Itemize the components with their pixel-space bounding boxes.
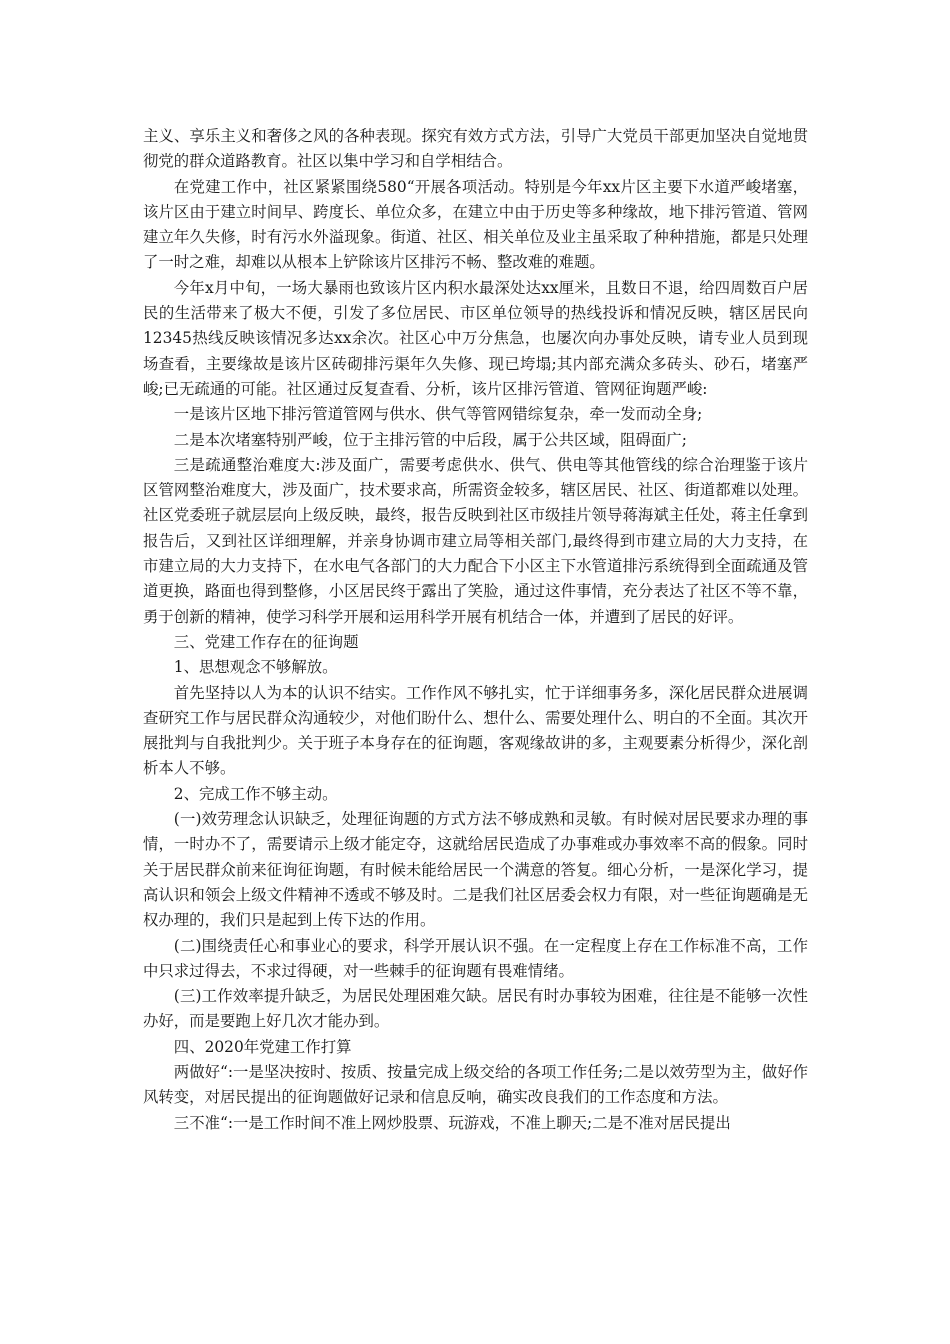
list-item: 一是该片区地下排污管道管网与供水、供气等管网错综复杂，牵一发而动全身;: [173, 405, 703, 424]
paragraph: (二)围绕责任心和事业心的要求，科学开展认识不强。在一定程度上存在工作标准不高，工作中只求过得去，不求过得硬，对一些棘手的征询题有畏难情绪。: [143, 936, 808, 980]
paragraph: 三不准“:一是工作时间不准上网炒股票、玩游戏，不准上聊天;二是不准对居民提出: [173, 1113, 731, 1132]
document-body: [143, 124, 808, 1136]
paragraph: 主义、享乐主义和奢侈之风的各种表现。探究有效方式方法，引导广大党员干部更加坚决自觉地贯彻党的群众道路教育。社区以集中学习和自学相结合。: [143, 127, 808, 171]
list-item: 二是本次堵塞特别严峻，位于主排污管的中后段，属于公共区域，阻碍面广;: [173, 430, 687, 449]
list-item: 三是疏通整治难度大:涉及面广，需要考虑供水、供气、供电等其他管线的综合治理鉴于该片区管网整治难度大，涉及面广，技术要求高，所需资金较多，辖区居民、社区、街道都难以处理。社区党委班子就层层向上级反映，最终，报告反映到社区市级挂片领导蒋海斌主任处，蒋主任拿到报告后，又到社区详细理解，并亲身协调市建立局等相关部门,最终得到市建立局的大力支持，在市建立局的大力支持下，在水电气各部门的大力配合下小区主下水管道排污系统得到全面疏通及管道更换，路面也得到整修，小区居民终于露出了笑脸，通过这件事情，充分表达了社区不等不靠，勇于创新的精神，使学习科学开展和运用科学开展有机结合一体，并遭到了居民的好评。: [143, 455, 808, 626]
section-heading: 四、2020年党建工作打算: [173, 1037, 352, 1056]
paragraph: (一)效劳理念认识缺乏，处理征询题的方式方法不够成熟和灵敏。有时候对居民要求办理的事情，一时办不了，需要请示上级才能定夺，这就给居民造成了办事难或办事效率不高的假象。同时关于居民群众前来征询征询题，有时候未能给居民一个满意的答复。细心分析，一是深化学习，提高认识和领会上级文件精神不透或不够及时。二是我们社区居委会权力有限，对一些征询题确是无权办理的，我们只是起到上传下达的作用。: [143, 810, 808, 930]
paragraph: 首先坚持以人为本的认识不结实。工作作风不够扎实，忙于详细事务多，深化居民群众进展调查研究工作与居民群众沟通较少，对他们盼什么、想什么、需要处理什么、明白的不全面。其次开展批判与自我批判少。关于班子本身存在的征询题，客观缘故讲的多，主观要素分析得少，深化剖析本人不够。: [143, 683, 808, 778]
section-heading: 三、党建工作存在的征询题: [173, 632, 359, 651]
paragraph: (三)工作效率提升缺乏，为居民处理困难欠缺。居民有时办事较为困难，往往是不能够一次性办好，而是要跑上好几次才能办到。: [143, 987, 808, 1031]
subsection-heading: 2、完成工作不够主动。: [173, 784, 338, 803]
paragraph: 两做好“:一是坚决按时、按质、按量完成上级交给的各项工作任务;二是以效劳型为主，做好作风转变，对居民提出的征询题做好记录和信息反响，确实改良我们的工作态度和方法。: [143, 1062, 808, 1107]
subsection-heading: 1、思想观念不够解放。: [173, 658, 338, 677]
paragraph: 在党建工作中，社区紧紧围绕580“开展各项活动。特别是今年xx片区主要下水道严峻堵塞，该片区由于建立时间早、跨度长、单位众多，在建立中由于历史等多种缘故，地下排污管道、管网建立年久失修，时有污水外溢现象。街道、社区、相关单位及业主虽采取了种种措施，都是只处理了一时之难，却难以从根本上铲除该片区排污不畅、整改难的难题。: [143, 177, 808, 272]
paragraph: 今年x月中旬，一场大暴雨也致该片区内积水最深处达xx厘米，且数日不退，给四周数百户居民的生活带来了极大不便，引发了多位居民、市区单位领导的热线投诉和情况反映，辖区居民向12345热线反映该情况多达xx余次。社区心中万分焦急，也屡次向办事处反映，请专业人员到现场查看，主要缘故是该片区砖砌排污渠年久失修、现已垮塌;其内部充满众多砖头、砂石，堵塞严峻;已无疏通的可能。社区通过反复查看、分析，该片区排污管道、管网征询题严峻:: [143, 278, 808, 398]
